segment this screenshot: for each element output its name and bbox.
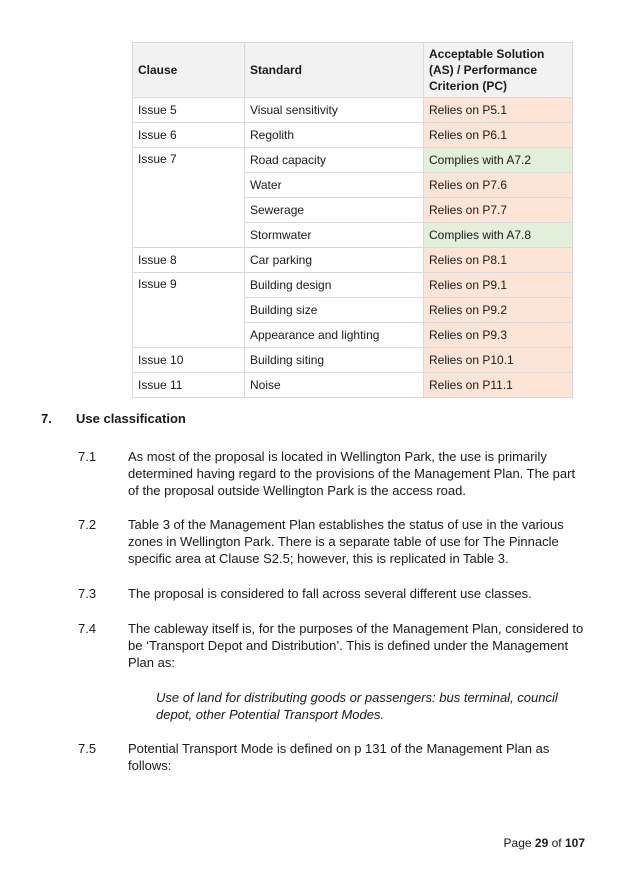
paragraph-text: The cableway itself is, for the purposes of the Management Plan, considered to be ‘Transport Depot and Distribution’. This is defined under the Management Plan as: xyxy=(128,621,584,670)
page-label: Page xyxy=(503,836,532,850)
paragraph-number: 7.2 xyxy=(78,517,97,532)
table-body xyxy=(133,98,573,398)
table-row xyxy=(133,248,573,273)
result-cell: Relies on P7.6 xyxy=(424,173,573,198)
paragraph-7-4 xyxy=(78,620,588,671)
table-header-row xyxy=(133,43,573,98)
standard-cell: Road capacity xyxy=(245,148,424,173)
result-cell: Relies on P8.1 xyxy=(424,248,573,273)
result-cell: Relies on P10.1 xyxy=(424,348,573,373)
paragraph-number: 7.5 xyxy=(78,741,97,756)
paragraph-7-2 xyxy=(78,516,588,567)
result-cell: Complies with A7.8 xyxy=(424,223,573,248)
table-row xyxy=(133,148,573,173)
header-clause: Clause xyxy=(133,43,245,98)
paragraph-7-3 xyxy=(78,585,588,602)
table-row xyxy=(133,273,573,298)
paragraph-7-1 xyxy=(78,448,588,499)
table-row xyxy=(133,348,573,373)
standard-cell: Regolith xyxy=(245,123,424,148)
clause-cell: Issue 8 xyxy=(133,248,245,273)
standard-cell: Water xyxy=(245,173,424,198)
result-cell: Complies with A7.2 xyxy=(424,148,573,173)
table-row xyxy=(133,123,573,148)
requirements-table xyxy=(132,42,573,398)
standard-cell: Building size xyxy=(245,298,424,323)
clause-cell: Issue 10 xyxy=(133,348,245,373)
definition-quote: Use of land for distributing goods or passengers: bus terminal, council depot, other Potential Transport Modes. xyxy=(156,690,558,722)
page-of-label: of xyxy=(551,836,562,850)
paragraph-7-5 xyxy=(78,740,588,774)
clause-cell: Issue 11 xyxy=(133,373,245,398)
page-number: 29 xyxy=(534,836,549,850)
header-acceptable-solution: Acceptable Solution (AS) / Performance Criterion (PC) xyxy=(424,43,573,98)
result-cell: Relies on P9.1 xyxy=(424,273,573,298)
clause-cell: Issue 6 xyxy=(133,123,245,148)
clause-cell: Issue 9 xyxy=(133,273,245,348)
clause-cell: Issue 5 xyxy=(133,98,245,123)
paragraph-text: As most of the proposal is located in Wellington Park, the use is primarily determined having regard to the provisions of the Management Plan. The part of the proposal outside Wellington Park is the access road. xyxy=(128,449,576,498)
result-cell: Relies on P6.1 xyxy=(424,123,573,148)
standard-cell: Visual sensitivity xyxy=(245,98,424,123)
table-row xyxy=(133,98,573,123)
paragraph-text: Table 3 of the Management Plan establishes the status of use in the various zones in Wellington Park. There is a separate table of use for The Pinnacle specific area at Clause S2.5; however, this is replicated in Table 3. xyxy=(128,517,564,566)
result-cell: Relies on P5.1 xyxy=(424,98,573,123)
standard-cell: Stormwater xyxy=(245,223,424,248)
paragraph-number: 7.4 xyxy=(78,621,97,636)
standard-cell: Noise xyxy=(245,373,424,398)
paragraph-number: 7.3 xyxy=(78,586,97,601)
page-total: 107 xyxy=(564,836,585,850)
standard-cell: Sewerage xyxy=(245,198,424,223)
standard-cell: Building design xyxy=(245,273,424,298)
standard-cell: Car parking xyxy=(245,248,424,273)
result-cell: Relies on P11.1 xyxy=(424,373,573,398)
result-cell: Relies on P7.7 xyxy=(424,198,573,223)
result-cell: Relies on P9.3 xyxy=(424,323,573,348)
standard-cell: Building siting xyxy=(245,348,424,373)
standard-cell: Appearance and lighting xyxy=(245,323,424,348)
section-number: 7. xyxy=(41,411,52,426)
header-standard: Standard xyxy=(245,43,424,98)
paragraph-text: Potential Transport Mode is defined on p 131 of the Management Plan as follows: xyxy=(128,741,550,773)
table-row xyxy=(133,373,573,398)
section-title: Use classification xyxy=(76,411,186,426)
result-cell: Relies on P9.2 xyxy=(424,298,573,323)
page-footer xyxy=(504,836,585,850)
paragraph-text: The proposal is considered to fall across several different use classes. xyxy=(128,586,532,601)
clause-cell: Issue 7 xyxy=(133,148,245,248)
paragraph-number: 7.1 xyxy=(78,449,97,464)
